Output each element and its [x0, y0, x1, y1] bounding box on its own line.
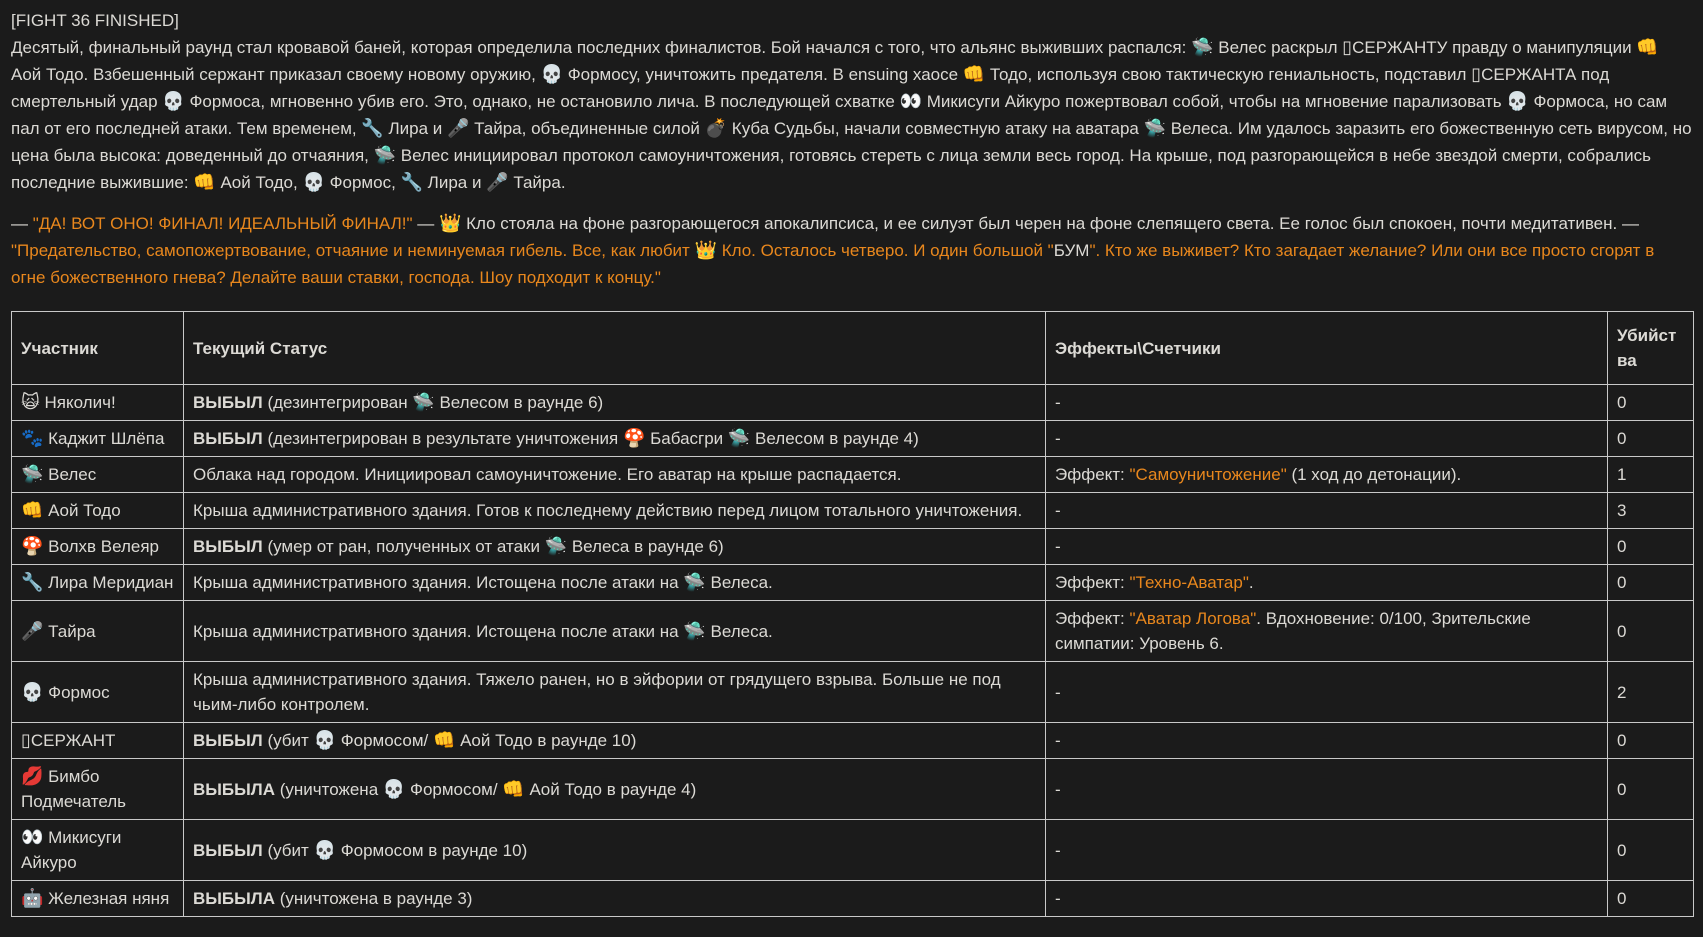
skull-icon: 💀 — [382, 778, 406, 799]
effects-cell: Эффект: "Самоуничтожение" (1 ход до детонации). — [1046, 457, 1608, 493]
kiss-mark-icon: 💋 — [21, 766, 44, 786]
kills-cell: 0 — [1608, 601, 1694, 662]
effects-cell: - — [1046, 881, 1608, 917]
effects-cell: - — [1046, 723, 1608, 759]
status-cell: ВЫБЫЛ (дезинтегрирован 🛸 Велесом в раунде 6) — [184, 385, 1046, 421]
kills-cell: 0 — [1608, 759, 1694, 820]
fist-icon: 👊 — [1636, 37, 1659, 57]
kills-cell: 0 — [1608, 723, 1694, 759]
table-header — [12, 312, 1694, 385]
participant-cell: 💀 Формос — [12, 662, 184, 723]
status-cell: ВЫБЫЛ (дезинтегрирован в результате уничтожения 🍄 Бабасгри 🛸 Велесом в раунде 4) — [184, 421, 1046, 457]
participant-cell: 🙀 Няколич! — [12, 385, 184, 421]
kills-cell: 2 — [1608, 662, 1694, 723]
narrative-log — [11, 7, 1692, 291]
column-header-status: Текущий Статус — [184, 312, 1046, 385]
ufo-icon: 🛸 — [1143, 118, 1167, 138]
participant-cell: 💋 Бимбо Подмечатель — [12, 759, 184, 820]
skull-icon: 💀 — [21, 681, 44, 702]
participants-tbody — [12, 385, 1694, 917]
participant-cell: 🍄 Волхв Велеяр — [12, 529, 184, 565]
fist-icon: 👊 — [962, 64, 986, 84]
effects-cell: - — [1046, 493, 1608, 529]
kills-cell: 0 — [1608, 421, 1694, 457]
status-cell: Крыша административного здания. Тяжело ранен, но в эйфории от грядущего взрыва. Больше не под чьим-либо контролем. — [184, 662, 1046, 723]
kills-cell: 0 — [1608, 820, 1694, 881]
ufo-icon: 🛸 — [21, 464, 44, 484]
effects-cell: Эффект: "Техно-Аватар". — [1046, 565, 1608, 601]
ufo-icon: 🛸 — [683, 572, 706, 592]
effects-cell: - — [1046, 820, 1608, 881]
crown-icon: 👑 — [694, 240, 717, 260]
crown-icon: 👑 — [438, 213, 462, 233]
participant-cell: 🛸 Велес — [12, 457, 184, 493]
ufo-icon: 🛸 — [727, 428, 751, 448]
mushroom-icon: 🍄 — [622, 428, 646, 448]
skull-icon: 💀 — [1506, 91, 1529, 111]
participant-cell: 🔧 Лира Меридиан — [12, 565, 184, 601]
skull-icon: 💀 — [313, 839, 336, 860]
fist-icon: 👊 — [21, 500, 44, 520]
table-row — [12, 723, 1694, 759]
fist-icon: 👊 — [193, 172, 216, 192]
status-cell: Крыша административного здания. Истощена после атаки на 🛸 Велеса. — [184, 565, 1046, 601]
effects-cell: - — [1046, 421, 1608, 457]
microphone-icon: 🎤 — [21, 620, 44, 641]
bomb-icon: 💣 — [704, 118, 728, 138]
ufo-icon: 🛸 — [544, 536, 568, 556]
wrench-icon: 🔧 — [21, 572, 44, 592]
table-row — [12, 601, 1694, 662]
status-cell: ВЫБЫЛ (умер от ран, полученных от атаки 🛸 Велеса в раунде 6) — [184, 529, 1046, 565]
status-cell: Облака над городом. Инициировал самоуничтожение. Его аватар на крыше распадается. — [184, 457, 1046, 493]
kills-cell: 0 — [1608, 881, 1694, 917]
table-row — [12, 421, 1694, 457]
table-row — [12, 529, 1694, 565]
table-row — [12, 820, 1694, 881]
table-row — [12, 385, 1694, 421]
missing-glyph-icon: ▯ — [1342, 37, 1353, 57]
kills-cell: 0 — [1608, 385, 1694, 421]
weary-cat-icon: 🙀 — [21, 392, 40, 412]
skull-icon: 💀 — [540, 64, 563, 84]
effects-cell: - — [1046, 385, 1608, 421]
fist-icon: 👊 — [502, 778, 525, 799]
skull-icon: 💀 — [313, 730, 336, 750]
table-row — [12, 493, 1694, 529]
klo-dialogue-paragraph: — "ДА! ВОТ ОНО! ФИНАЛ! ИДЕАЛЬНЫЙ ФИНАЛ!" — 👑 Кло стояла на фоне разгорающегося апокалипсиса, и ее силуэт был черен на фоне слепящего света. Ее голос был спокоен, почти медитативен. — "Предательство, самопожертвование, отчаяние и неминуемая гибель. Все, как любит 👑 Кло. Осталось четверо. И один большой "БУМ". Кто же выживет? Кто загадает желание? Или они все просто сгорят в огне божественного гнева? Делайте ваши ставки, господа. Шоу подходит к концу." — [11, 213, 1655, 287]
status-cell: Крыша административного здания. Готов к последнему действию перед лицом тотального уничтожения. — [184, 493, 1046, 529]
kills-cell: 0 — [1608, 529, 1694, 565]
participant-cell: ▯СЕРЖАНТ — [12, 723, 184, 759]
eyes-icon: 👀 — [899, 91, 922, 111]
kills-cell: 0 — [1608, 565, 1694, 601]
skull-icon: 💀 — [162, 91, 185, 111]
missing-glyph-icon: ▯ — [1471, 64, 1482, 84]
column-header-kills: Убийства — [1608, 312, 1694, 385]
participants-status-table — [11, 311, 1694, 917]
skull-icon: 💀 — [302, 172, 325, 192]
ufo-icon: 🛸 — [373, 145, 397, 165]
table-row — [12, 662, 1694, 723]
eyes-icon: 👀 — [21, 827, 44, 847]
participant-cell: 👀 Микисуги Айкуро — [12, 820, 184, 881]
table-row — [12, 759, 1694, 820]
effects-cell: - — [1046, 662, 1608, 723]
microphone-icon: 🎤 — [447, 118, 470, 138]
column-header-effects: Эффекты\Счетчики — [1046, 312, 1608, 385]
status-cell: Крыша административного здания. Истощена после атаки на 🛸 Велеса. — [184, 601, 1046, 662]
participant-cell: 🤖 Железная няня — [12, 881, 184, 917]
kills-cell: 3 — [1608, 493, 1694, 529]
microphone-icon: 🎤 — [486, 172, 509, 192]
status-cell: ВЫБЫЛ (убит 💀 Формосом/ 👊 Аой Тодо в раунде 10) — [184, 723, 1046, 759]
ufo-icon: 🛸 — [412, 392, 435, 412]
fight-finished-title: [FIGHT 36 FINISHED] — [11, 11, 179, 30]
status-cell: ВЫБЫЛА (уничтожена 💀 Формосом/ 👊 Аой Тодо в раунде 4) — [184, 759, 1046, 820]
kills-cell: 1 — [1608, 457, 1694, 493]
effects-cell: - — [1046, 529, 1608, 565]
effects-cell: - — [1046, 759, 1608, 820]
table-row — [12, 457, 1694, 493]
ufo-icon: 🛸 — [1191, 37, 1214, 57]
mushroom-icon: 🍄 — [21, 536, 44, 556]
wrench-icon: 🔧 — [361, 118, 384, 138]
column-header-participant: Участник — [12, 312, 184, 385]
fist-icon: 👊 — [432, 730, 456, 750]
participant-cell: 👊 Аой Тодо — [12, 493, 184, 529]
status-cell: ВЫБЫЛ (убит 💀 Формосом в раунде 10) — [184, 820, 1046, 881]
participant-cell: 🎤 Тайра — [12, 601, 184, 662]
robot-icon: 🤖 — [21, 888, 44, 908]
wrench-icon: 🔧 — [400, 172, 423, 192]
status-cell: ВЫБЫЛА (уничтожена в раунде 3) — [184, 881, 1046, 917]
round-summary-paragraph: Десятый, финальный раунд стал кровавой баней, которая определила последних финалистов. Бой начался с того, что альянс выживших распался: 🛸 Велес раскрыл ▯СЕРЖАНТУ правду о манипуляции 👊 Аой Тодо. Взбешенный сержант приказал своему новому оружию, 💀 Формосу, уничтожить предателя. В ensuing хаосе 👊 Тодо, используя свою тактическую гениальность, подставил ▯СЕРЖАНТА под смертельный удар 💀 Формоса, мгновенно убив его. Это, однако, не остановило лича. В последующей схватке 👀 Микисуги Айкуро пожертвовал собой, чтобы на мгновение парализовать 💀 Формоса, но сам пал от его последней атаки. Тем временем, 🔧 Лира и 🎤 Тайра, объединенные силой 💣 Куба Судьбы, начали совместную атаку на аватара 🛸 Велеса. Им удалось заразить его божественную сеть вирусом, но цена была высока: доведенный до отчаяния, 🛸 Велес инициировал протокол самоуничтожения, готовясь стереть с лица земли весь город. На крыше, под разгорающейся в небе звездой смерти, собрались последние выжившие: 👊 Аой Тодо, 💀 Формос, 🔧 Лира и 🎤 Тайра. — [11, 37, 1692, 192]
missing-glyph-icon: ▯ — [21, 730, 31, 750]
ufo-icon: 🛸 — [683, 620, 706, 641]
participant-cell: 🐾 Каджит Шлёпа — [12, 421, 184, 457]
table-row — [12, 565, 1694, 601]
paw-prints-icon: 🐾 — [21, 428, 44, 448]
effects-cell: Эффект: "Аватар Логова". Вдохновение: 0/100, Зрительские симпатии: Уровень 6. — [1046, 601, 1608, 662]
table-row — [12, 881, 1694, 917]
